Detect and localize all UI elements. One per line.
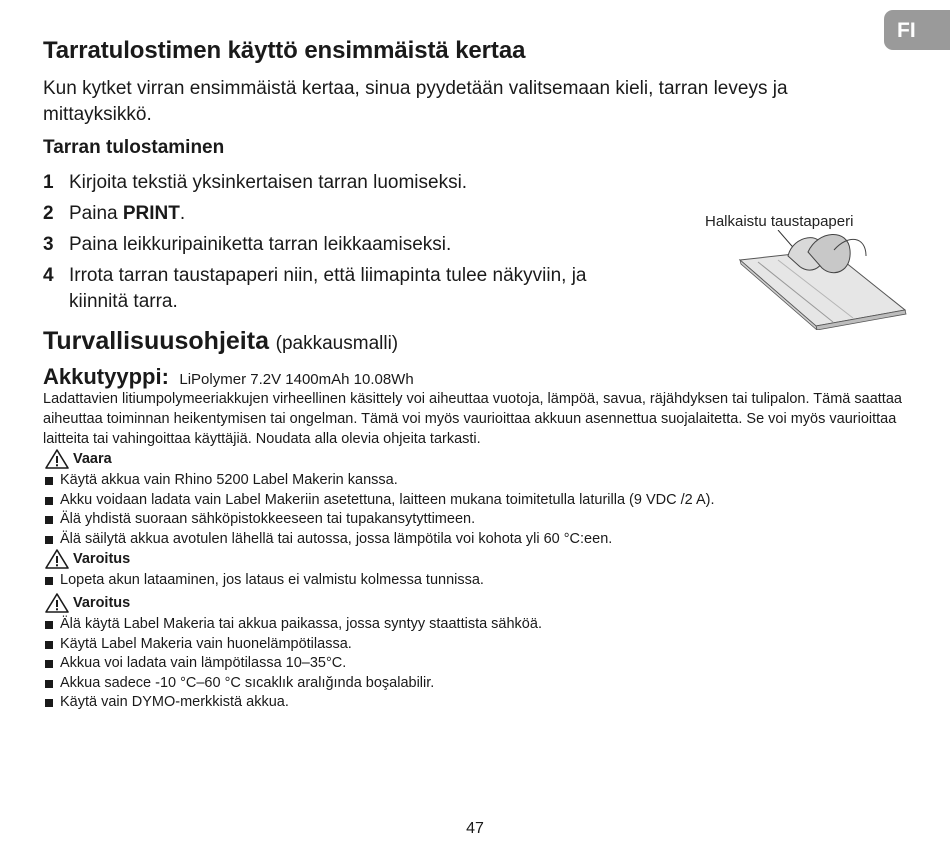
step-text-end: .: [179, 203, 186, 224]
bullet-square: [45, 641, 53, 649]
warning-triangle-icon: [45, 448, 69, 470]
safety-title: Turvallisuusohjeita: [43, 327, 269, 355]
step-text: Paina: [69, 203, 123, 224]
step-item: [43, 232, 643, 258]
warning-triangle-icon: [45, 592, 69, 614]
bullet-square: [45, 516, 53, 524]
caution-heading-label: Varoitus: [73, 595, 131, 611]
safety-subtitle: (pakkausmalli): [275, 333, 399, 354]
step-item: [43, 170, 643, 196]
figure-caption: Halkaistu taustapaperi: [705, 213, 854, 230]
step-number: 2: [43, 203, 54, 224]
battery-type: [43, 364, 414, 390]
list-item-text: Käytä vain DYMO-merkkistä akkua.: [60, 694, 289, 710]
caution-heading: [45, 548, 130, 570]
list-item: [43, 471, 913, 491]
caution-heading-label: Varoitus: [73, 551, 131, 567]
caution-heading-2: [45, 592, 130, 614]
list-item: [43, 615, 913, 635]
step-number: 1: [43, 172, 54, 193]
step-text: Kirjoita tekstiä yksinkertaisen tarran luomiseksi.: [69, 172, 468, 193]
step-text: Irrota tarran taustapaperi niin, että liimapinta tulee näkyviin, ja kiinnitä tarra.: [69, 265, 587, 312]
list-item-text: Älä käytä Label Makeria tai akkua paikassa, jossa syntyy staattista sähköä.: [60, 616, 542, 632]
battery-type-value: LiPolymer 7.2V 1400mAh 10.08Wh: [179, 371, 414, 388]
step-number: 3: [43, 234, 54, 255]
bullet-square: [45, 699, 53, 707]
danger-list: [43, 471, 913, 549]
list-item: [43, 510, 913, 530]
list-item-text: Akku voidaan ladata vain Label Makeriin asetettuna, laitteen mukana toimitetulla laturilla (9 VDC /2 A).: [60, 491, 715, 508]
list-item-text: Käytä akkua vain Rhino 5200 Label Makerin kanssa.: [60, 472, 398, 488]
bullet-square: [45, 577, 53, 585]
list-item-text: Akkua voi ladata vain lämpötilassa 10–35°C.: [60, 655, 347, 671]
list-item-text: Älä yhdistä suoraan sähköpistokkeeseen tai tupakansytyttimeen.: [60, 511, 476, 527]
bullet-square: [45, 497, 53, 505]
warning-triangle-icon: [45, 548, 69, 570]
list-item: [43, 693, 913, 713]
caution-list: [43, 571, 913, 591]
step-text: Paina leikkuripainiketta tarran leikkaamiseksi.: [69, 234, 452, 255]
bullet-square: [45, 660, 53, 668]
bullet-square: [45, 680, 53, 688]
caution-list-2: [43, 615, 913, 713]
step-item: [43, 263, 643, 315]
list-item: [43, 571, 913, 591]
list-item: [43, 654, 913, 674]
list-item-text: Akkua sadece -10 °C–60 °C sıcaklık aralığında boşalabilir.: [60, 674, 435, 691]
danger-heading: [45, 448, 112, 470]
split-backing-illustration: [738, 230, 908, 330]
danger-heading-label: Vaara: [73, 451, 112, 467]
step-item: [43, 201, 643, 227]
list-item-text: Käytä Label Makeria vain huonelämpötilassa.: [60, 635, 352, 652]
list-item: [43, 491, 913, 511]
battery-paragraph: Ladattavien litiumpolymeeriakkujen virheellinen käsittely voi aiheuttaa vuotoja, lämpöä, savua, räjähdyksen tai tulipalon. Tämä saattaa aiheuttaa toiminnan heikentymisen tai ongelman. Tämä voi myös vaurioittaa akkuun asennettua suojalaitetta. Se voi myös vaurioittaa laitteita tai vahingoittaa käyttäjiä. Noudata alla olevia ohjeita tarkasti.: [43, 391, 902, 447]
step-number: 4: [43, 265, 54, 286]
list-item-text: Lopeta akun lataaminen, jos lataus ei valmistu kolmessa tunnissa.: [60, 572, 484, 588]
list-item: [43, 530, 913, 550]
list-item: [43, 635, 913, 655]
bullet-square: [45, 536, 53, 544]
print-steps: [43, 170, 643, 320]
language-tab: FI: [884, 10, 950, 50]
intro-paragraph: Kun kytket virran ensimmäistä kertaa, sinua pyydetään valitsemaan kieli, tarran leveys ja mittayksikkö.: [43, 78, 788, 125]
print-key-label: PRINT: [122, 203, 180, 224]
page-number: 47: [466, 820, 484, 837]
list-item: [43, 674, 913, 694]
bullet-square: [45, 477, 53, 485]
bullet-square: [45, 621, 53, 629]
battery-type-label: Akkutyyppi:: [43, 364, 169, 389]
safety-heading: [43, 327, 398, 356]
page-title: Tarratulostimen käyttö ensimmäistä kertaa: [43, 37, 526, 64]
print-heading: Tarran tulostaminen: [43, 137, 225, 158]
list-item-text: Älä säilytä akkua avotulen lähellä tai autossa, jossa lämpötila voi kohota yli 60 °C:een.: [60, 530, 613, 547]
